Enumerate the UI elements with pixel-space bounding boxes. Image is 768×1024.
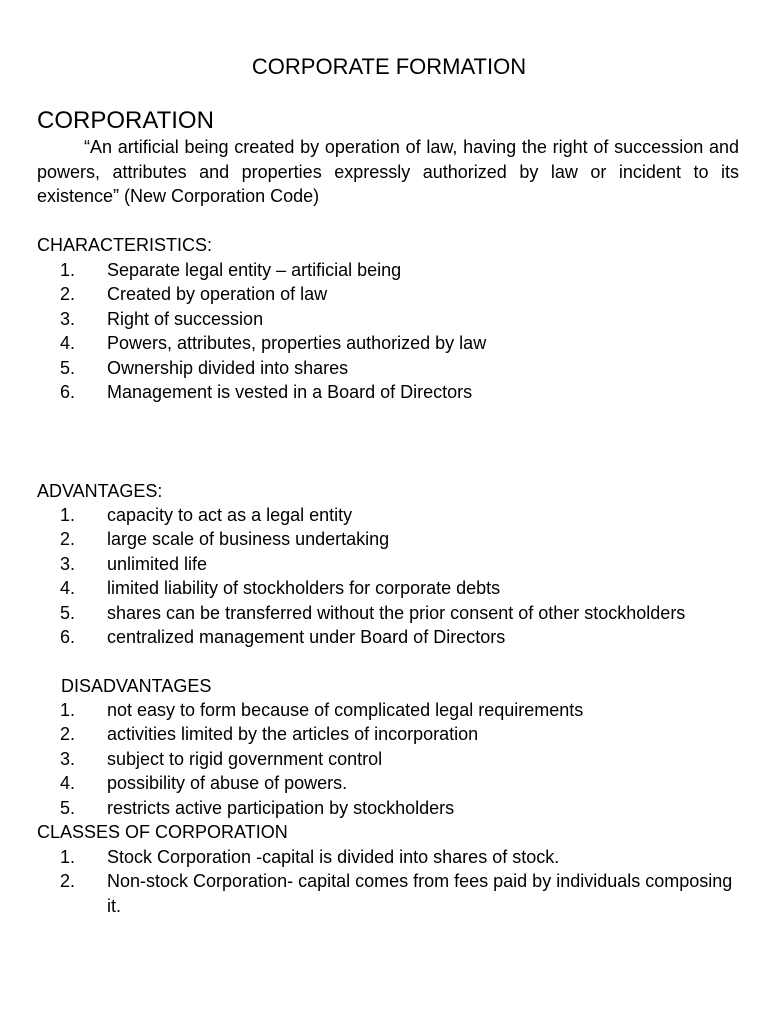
characteristics-label: CHARACTERISTICS: xyxy=(37,235,213,255)
list-item-number: 5. xyxy=(60,357,76,378)
list-item-text: centralized management under Board of Directors xyxy=(107,627,506,648)
list-item-number: 6. xyxy=(60,627,76,648)
list-item xyxy=(0,282,740,306)
list-item-number: 1. xyxy=(60,700,76,720)
advantages-label: ADVANTAGES: xyxy=(37,481,163,501)
list-item-text: Separate legal entity – artificial being xyxy=(107,260,402,280)
list-item-number: 4. xyxy=(60,333,76,354)
list-item xyxy=(0,552,740,576)
list-item-number: 1. xyxy=(60,505,76,525)
list-item xyxy=(0,527,740,551)
list-item-number: 3. xyxy=(60,308,76,329)
list-item-number: 2. xyxy=(60,871,76,892)
list-item-text: unlimited life xyxy=(107,553,208,574)
list-item xyxy=(0,796,740,820)
corporation-definition: “An artificial being created by operation of law, having the right of succession and powers, attributes and properties expressly authorized by law or incident to its existence” (New Corporation Code) xyxy=(37,137,739,206)
list-item-text: activities limited by the articles of incorporation xyxy=(107,724,479,745)
classes-list xyxy=(0,845,740,918)
list-item-text: not easy to form because of complicated legal requirements xyxy=(107,700,584,720)
list-item-number: 5. xyxy=(60,797,76,818)
list-item xyxy=(0,331,740,355)
list-item-text: Ownership divided into shares xyxy=(107,357,349,378)
list-item-text: large scale of business undertaking xyxy=(107,529,390,550)
list-item-number: 6. xyxy=(60,382,76,403)
list-item xyxy=(0,601,740,625)
list-item xyxy=(0,722,740,746)
list-item xyxy=(0,380,740,404)
disadvantages-list xyxy=(0,698,740,820)
list-item-text: Right of succession xyxy=(107,308,264,329)
list-item xyxy=(0,845,740,869)
list-item xyxy=(0,771,740,795)
corporation-heading: CORPORATION xyxy=(37,107,214,134)
list-item xyxy=(0,747,740,771)
list-item-number: 1. xyxy=(60,260,76,280)
list-item-text: restricts active participation by stockholders xyxy=(107,797,455,818)
list-item-number: 4. xyxy=(60,773,76,794)
list-item xyxy=(0,356,740,380)
list-item-text: Created by operation of law xyxy=(107,284,328,305)
list-item-text: Stock Corporation -capital is divided into shares of stock. xyxy=(107,847,560,867)
list-item xyxy=(0,869,740,918)
list-item-number: 2. xyxy=(60,529,76,550)
list-item xyxy=(0,307,740,331)
characteristics-list xyxy=(0,258,740,404)
classes-label: CLASSES OF CORPORATION xyxy=(37,822,288,842)
list-item-text: Non-stock Corporation- capital comes from fees paid by individuals composing it. xyxy=(107,871,733,916)
list-item-number: 3. xyxy=(60,553,76,574)
document-title: CORPORATE FORMATION xyxy=(251,54,527,79)
list-item-number: 5. xyxy=(60,602,76,623)
list-item-text: Powers, attributes, properties authorized by law xyxy=(107,333,487,354)
list-item xyxy=(0,258,740,282)
list-item-text: subject to rigid government control xyxy=(107,748,383,769)
list-item-number: 1. xyxy=(60,847,76,867)
list-item-number: 2. xyxy=(60,724,76,745)
list-item-number: 2. xyxy=(60,284,76,305)
list-item-number: 3. xyxy=(60,748,76,769)
list-item xyxy=(0,625,740,649)
disadvantages-label: DISADVANTAGES xyxy=(61,676,212,696)
list-item xyxy=(0,698,740,722)
list-item-text: capacity to act as a legal entity xyxy=(107,505,353,525)
list-item-text: shares can be transferred without the prior consent of other stockholders xyxy=(107,602,686,623)
list-item-text: possibility of abuse of powers. xyxy=(107,773,348,794)
advantages-list xyxy=(0,503,740,649)
list-item xyxy=(0,576,740,600)
list-item-number: 4. xyxy=(60,578,76,599)
list-item-text: Management is vested in a Board of Directors xyxy=(107,382,473,403)
list-item-text: limited liability of stockholders for corporate debts xyxy=(107,578,501,599)
list-item xyxy=(0,503,740,527)
